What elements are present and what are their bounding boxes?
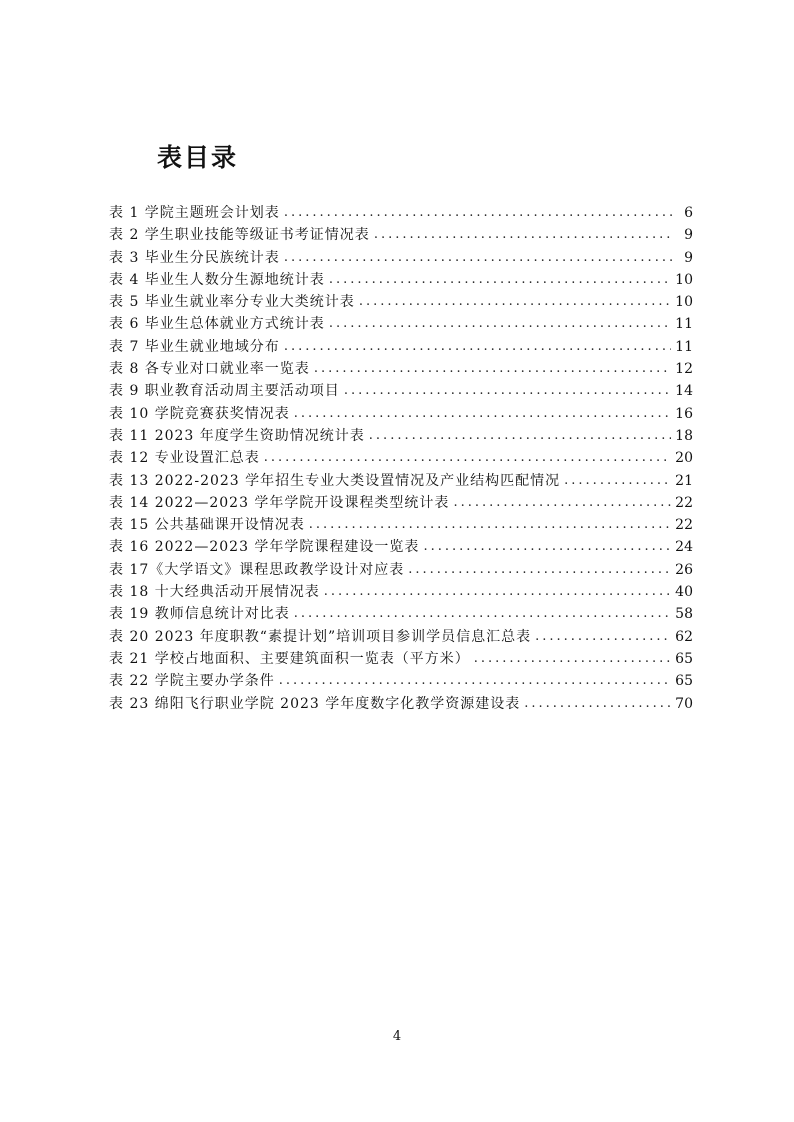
toc-entry-page: 24 [675,539,693,556]
toc-entry-page: 22 [675,517,693,534]
toc-entry-page: 11 [675,338,693,355]
dot-leader [423,536,671,558]
toc-entry[interactable] [109,336,693,358]
dot-leader [535,626,671,648]
toc-entry-page: 18 [675,427,693,444]
toc-entry[interactable] [109,693,693,715]
toc-entry[interactable] [109,380,693,402]
toc-entry[interactable] [109,403,693,425]
dot-leader [564,470,671,492]
toc-entry[interactable] [109,269,693,291]
toc-entry-label: 表 11 2023 年度学生资助情况统计表 [109,427,365,444]
toc-entry-label: 表 3 毕业生分民族统计表 [109,249,280,266]
toc-entry[interactable] [109,247,693,269]
dot-leader [324,581,671,603]
toc-entry-page: 70 [675,695,693,712]
toc-entry-label: 表 16 2022—2023 学年学院课程建设一览表 [109,539,420,556]
toc-entry[interactable] [109,648,693,670]
toc-entry-label: 表 1 学院主题班会计划表 [109,205,280,221]
dot-leader [284,336,671,358]
toc-entry-label: 表 18 十大经典活动开展情况表 [109,584,320,601]
toc-entry-label: 表 14 2022—2023 学年学院开设课程类型统计表 [109,494,450,511]
toc-entry[interactable] [109,447,693,469]
toc-entry-label: 表 21 学校占地面积、主要建筑面积一览表（平方米） [109,650,470,667]
toc-entry-page: 58 [675,606,693,623]
toc-entry[interactable] [109,313,693,335]
toc-entry-label: 表 4 毕业生人数分生源地统计表 [109,271,325,288]
toc-entry-page: 6 [684,205,693,221]
dot-leader [369,425,671,447]
toc-entry-page: 65 [675,650,693,667]
toc-entry-label: 表 2 学生职业技能等级证书考证情况表 [109,227,370,244]
toc-entry-page: 62 [675,628,693,645]
toc-entry[interactable] [109,291,693,313]
toc-entry-label: 表 12 专业设置汇总表 [109,450,260,467]
dot-leader [344,380,671,402]
toc-entry[interactable] [109,670,693,692]
dot-leader [264,447,671,469]
toc-entry-label: 表 19 教师信息统计对比表 [109,606,290,623]
toc-entry[interactable] [109,536,693,558]
dot-leader [329,269,671,291]
toc-entry[interactable] [109,470,693,492]
toc-entry[interactable] [109,581,693,603]
dot-leader [294,403,671,425]
toc-entry-label: 表 20 2023 年度职教“素提计划”培训项目参训学员信息汇总表 [109,628,532,645]
dot-leader [524,693,671,715]
toc-entry-page: 21 [675,472,693,489]
toc-entry[interactable] [109,425,693,447]
toc-entry-label: 表 7 毕业生就业地域分布 [109,338,280,355]
toc-entry-page: 26 [675,561,693,578]
toc-entry[interactable] [109,514,693,536]
toc-entry-label: 表 13 2022-2023 学年招生专业大类设置情况及产业结构匹配情况 [109,472,561,489]
toc-entry-page: 11 [675,316,693,333]
toc-entry[interactable] [109,492,693,514]
toc-entry-label: 表 23 绵阳飞行职业学院 2023 学年度数字化教学资源建设表 [109,695,521,712]
dot-leader [408,559,671,581]
table-of-contents [109,202,693,715]
dot-leader [284,247,673,269]
toc-entry-page: 22 [675,494,693,511]
toc-entry[interactable] [109,559,693,581]
page-title: 表目录 [157,143,239,172]
toc-entry-label: 表 8 各专业对口就业率一览表 [109,361,310,378]
toc-entry-label: 表 5 毕业生就业率分专业大类统计表 [109,294,355,311]
toc-entry-label: 表 17《大学语文》课程思政教学设计对应表 [109,561,405,578]
toc-entry-page: 20 [675,450,693,467]
toc-entry-page: 9 [684,249,693,266]
toc-entry-label: 表 6 毕业生总体就业方式统计表 [109,316,325,333]
dot-leader [284,202,673,224]
dot-leader [359,291,671,313]
toc-entry-page: 40 [675,584,693,601]
toc-entry-label: 表 15 公共基础课开设情况表 [109,517,305,534]
toc-entry-page: 12 [675,361,693,378]
toc-entry[interactable] [109,603,693,625]
toc-entry-page: 16 [675,405,693,422]
toc-entry-page: 10 [675,271,693,288]
dot-leader [453,492,671,514]
toc-entry-page: 14 [675,383,693,400]
toc-entry-page: 65 [675,673,693,690]
dot-leader [314,358,671,380]
dot-leader [374,224,673,246]
toc-entry-label: 表 9 职业教育活动周主要活动项目 [109,383,340,400]
dot-leader [309,514,671,536]
dot-leader [294,603,671,625]
dot-leader [279,670,671,692]
toc-entry[interactable] [109,358,693,380]
toc-entry-page: 10 [675,294,693,311]
toc-entry-page: 9 [684,227,693,244]
toc-entry-label: 表 10 学院竞赛获奖情况表 [109,405,290,422]
dot-leader [474,648,671,670]
toc-entry[interactable] [109,626,693,648]
page-number: 4 [392,1029,402,1044]
toc-entry[interactable] [109,202,693,224]
dot-leader [329,313,671,335]
toc-entry-label: 表 22 学院主要办学条件 [109,673,275,690]
toc-entry[interactable] [109,224,693,246]
